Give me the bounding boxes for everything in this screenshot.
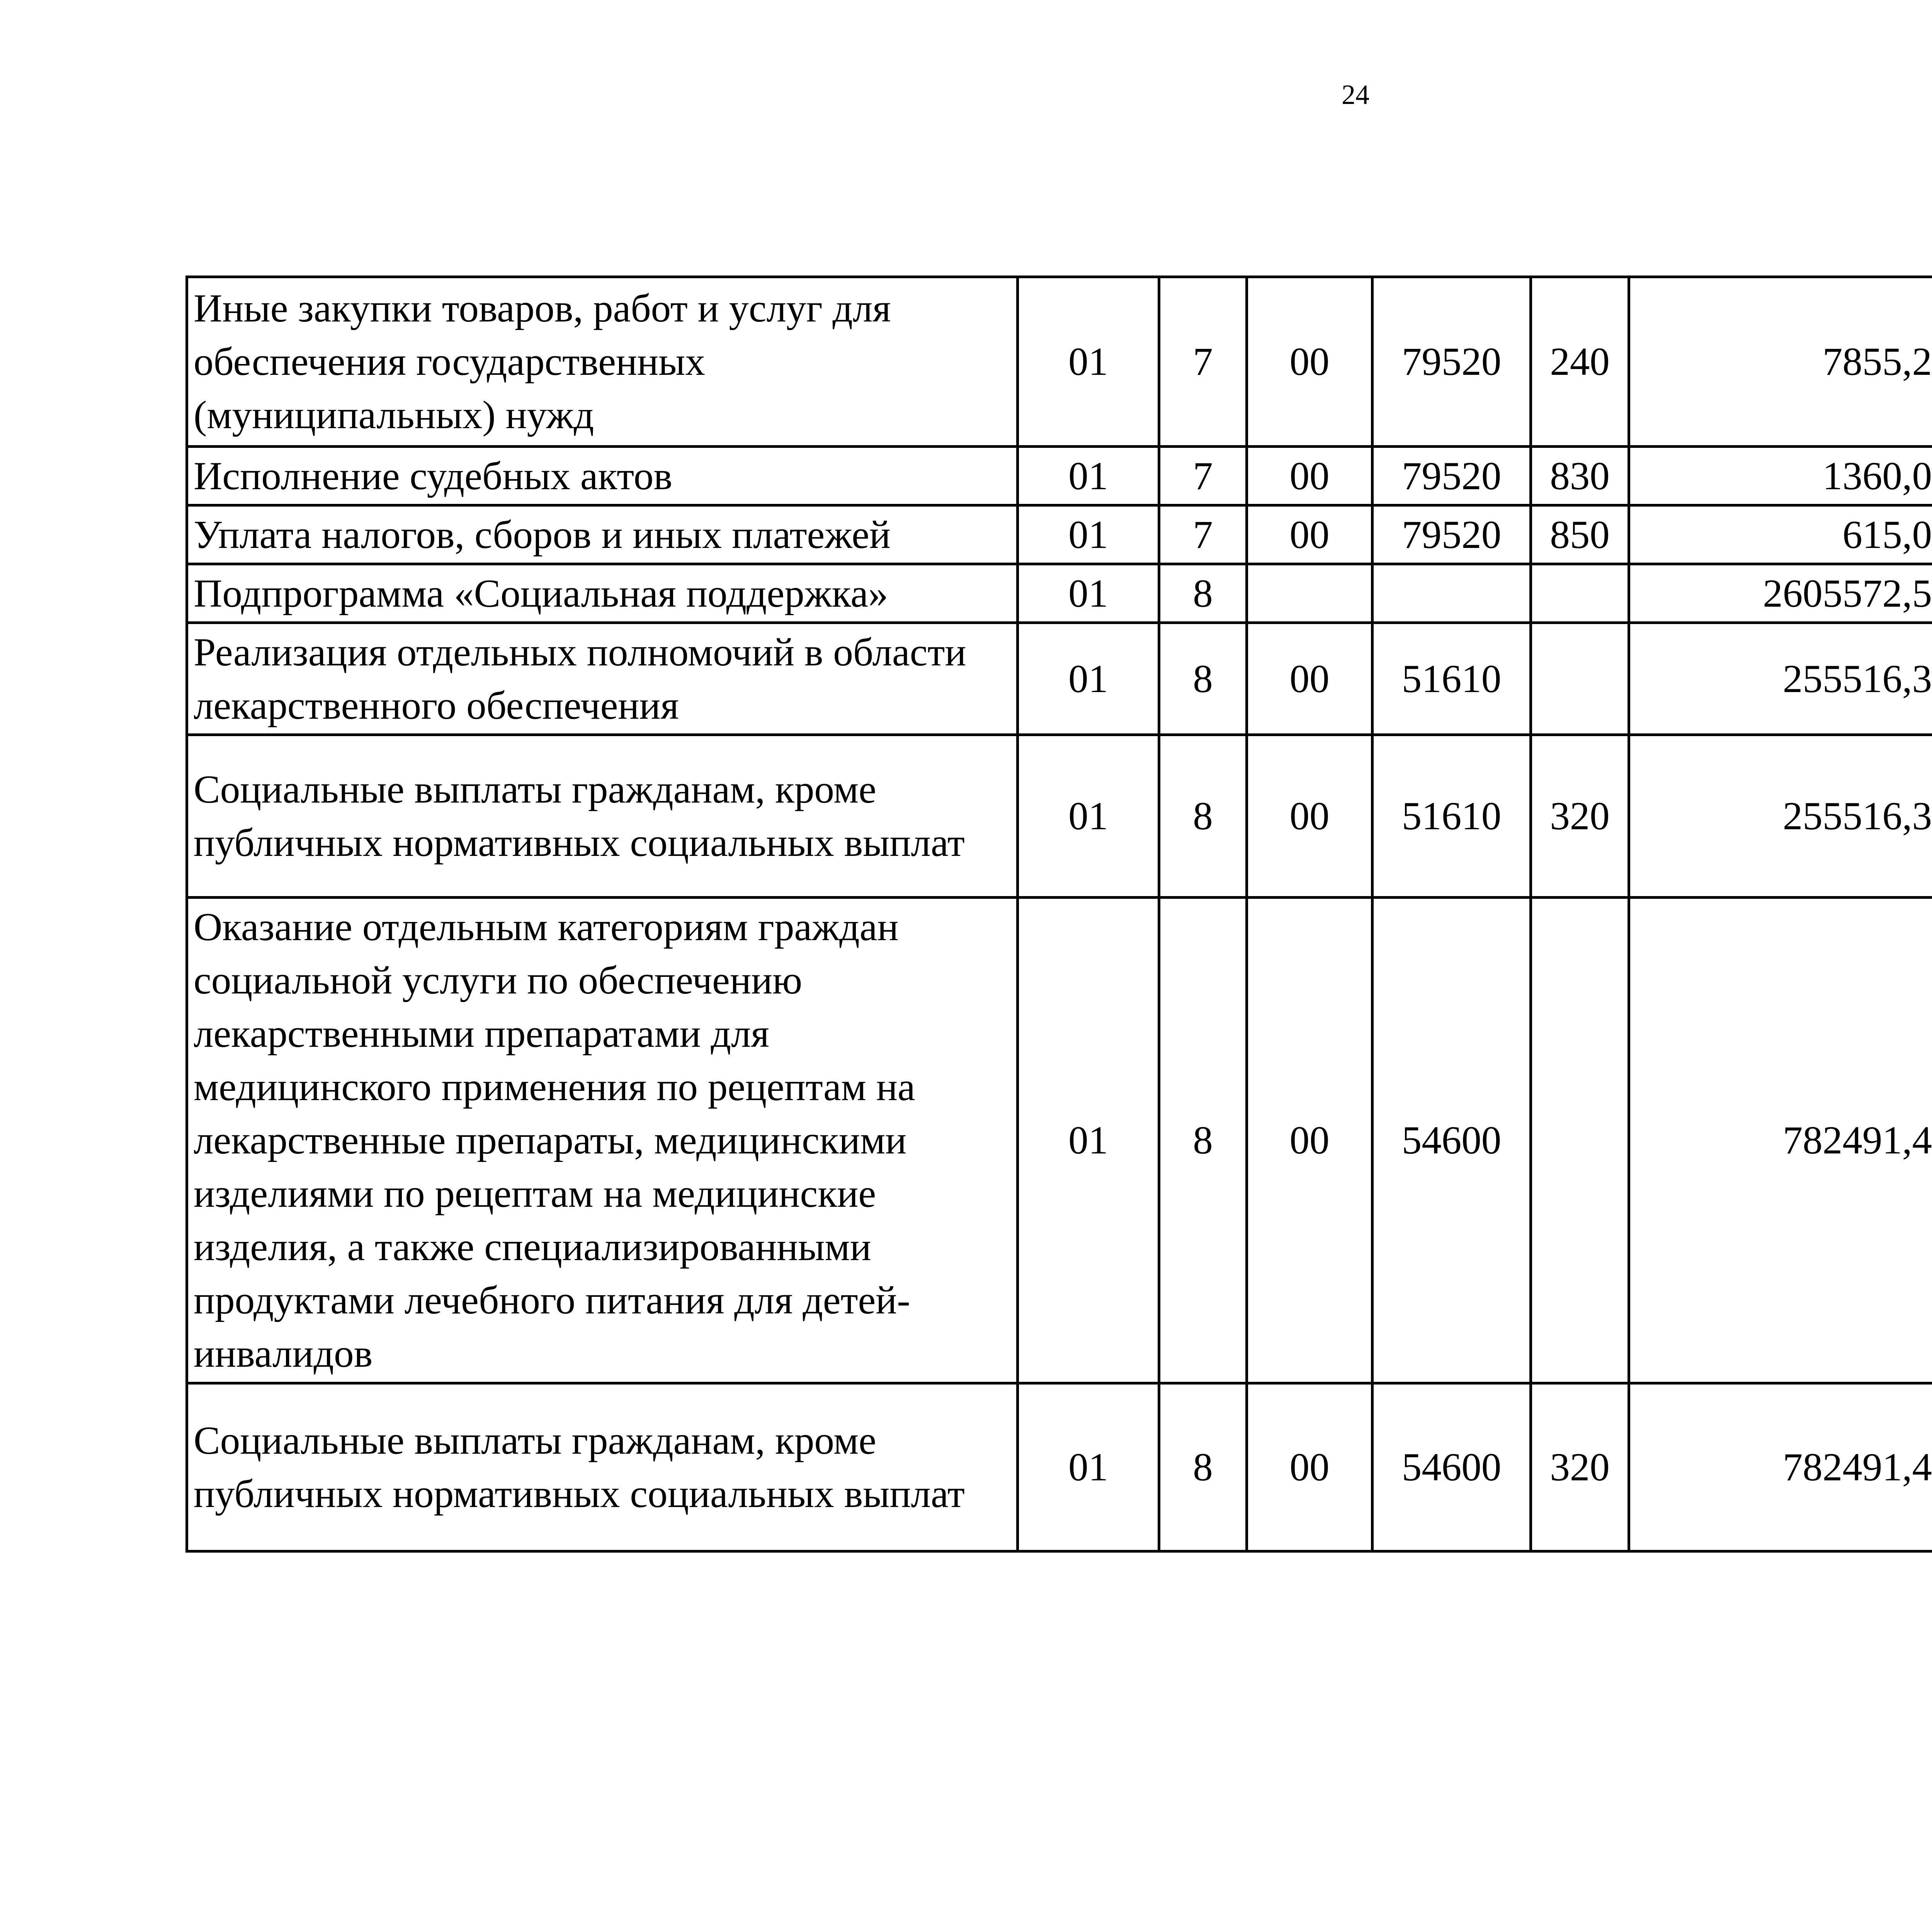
expense-type-code: 850 bbox=[1531, 505, 1629, 564]
table-row bbox=[187, 277, 1932, 447]
program-code: 7 bbox=[1159, 277, 1247, 447]
table-row bbox=[187, 898, 1932, 1383]
amount-1: 1360,0 bbox=[1629, 447, 1932, 505]
table-row bbox=[187, 505, 1932, 564]
section-code: 01 bbox=[1018, 623, 1159, 735]
subprogram-code: 00 bbox=[1247, 735, 1372, 898]
row-name: Иные закупки товаров, работ и услуг для обеспечения государственных (муниципальных) нужд bbox=[187, 277, 1018, 447]
table-row bbox=[187, 447, 1932, 505]
direction-code: 79520 bbox=[1372, 277, 1531, 447]
program-code: 8 bbox=[1159, 735, 1247, 898]
section-code: 01 bbox=[1018, 505, 1159, 564]
direction-code: 79520 bbox=[1372, 505, 1531, 564]
section-code: 01 bbox=[1018, 1383, 1159, 1551]
expense-type-code bbox=[1531, 564, 1629, 623]
expense-type-code: 320 bbox=[1531, 735, 1629, 898]
direction-code: 79520 bbox=[1372, 447, 1531, 505]
row-name: Оказание отдельным категориям граждан социальной услуги по обеспечению лекарственными препаратами для медицинского применения по рецептам на лекарственные препараты, медицинскими изделиями по рецептам на медицинские изделия, а также специализированными продуктами лечебного питания для детей-инвалидов bbox=[187, 898, 1018, 1383]
section-code: 01 bbox=[1018, 735, 1159, 898]
expense-type-code bbox=[1531, 623, 1629, 735]
program-code: 8 bbox=[1159, 623, 1247, 735]
row-name: Социальные выплаты гражданам, кроме публичных нормативных социальных выплат bbox=[187, 735, 1018, 898]
direction-code: 54600 bbox=[1372, 1383, 1531, 1551]
row-name: Исполнение судебных актов bbox=[187, 447, 1018, 505]
amount-1: 782491,4 bbox=[1629, 898, 1932, 1383]
amount-1: 2605572,5 bbox=[1629, 564, 1932, 623]
section-code: 01 bbox=[1018, 898, 1159, 1383]
subprogram-code: 00 bbox=[1247, 623, 1372, 735]
table-row bbox=[187, 623, 1932, 735]
program-code: 8 bbox=[1159, 564, 1247, 623]
row-name: Реализация отдельных полномочий в области лекарственного обеспечения bbox=[187, 623, 1018, 735]
program-code: 8 bbox=[1159, 898, 1247, 1383]
subprogram-code bbox=[1247, 564, 1372, 623]
subprogram-code: 00 bbox=[1247, 277, 1372, 447]
table-row bbox=[187, 735, 1932, 898]
program-code: 7 bbox=[1159, 505, 1247, 564]
amount-1: 782491,4 bbox=[1629, 1383, 1932, 1551]
amount-1: 7855,2 bbox=[1629, 277, 1932, 447]
subprogram-code: 00 bbox=[1247, 447, 1372, 505]
direction-code bbox=[1372, 564, 1531, 623]
row-name: Подпрограмма «Социальная поддержка» bbox=[187, 564, 1018, 623]
budget-table bbox=[185, 276, 1932, 1553]
subprogram-code: 00 bbox=[1247, 898, 1372, 1383]
direction-code: 51610 bbox=[1372, 735, 1531, 898]
section-code: 01 bbox=[1018, 447, 1159, 505]
row-name: Социальные выплаты гражданам, кроме публичных нормативных социальных выплат bbox=[187, 1383, 1018, 1551]
direction-code: 51610 bbox=[1372, 623, 1531, 735]
page-number: 24 bbox=[1342, 79, 1369, 110]
expense-type-code: 320 bbox=[1531, 1383, 1629, 1551]
section-code: 01 bbox=[1018, 564, 1159, 623]
expense-type-code: 240 bbox=[1531, 277, 1629, 447]
direction-code: 54600 bbox=[1372, 898, 1531, 1383]
amount-1: 255516,3 bbox=[1629, 623, 1932, 735]
expense-type-code: 830 bbox=[1531, 447, 1629, 505]
row-name: Уплата налогов, сборов и иных платежей bbox=[187, 505, 1018, 564]
subprogram-code: 00 bbox=[1247, 505, 1372, 564]
table-row bbox=[187, 564, 1932, 623]
program-code: 7 bbox=[1159, 447, 1247, 505]
amount-1: 615,0 bbox=[1629, 505, 1932, 564]
subprogram-code: 00 bbox=[1247, 1383, 1372, 1551]
section-code: 01 bbox=[1018, 277, 1159, 447]
expense-type-code bbox=[1531, 898, 1629, 1383]
program-code: 8 bbox=[1159, 1383, 1247, 1551]
amount-1: 255516,3 bbox=[1629, 735, 1932, 898]
table-row bbox=[187, 1383, 1932, 1551]
